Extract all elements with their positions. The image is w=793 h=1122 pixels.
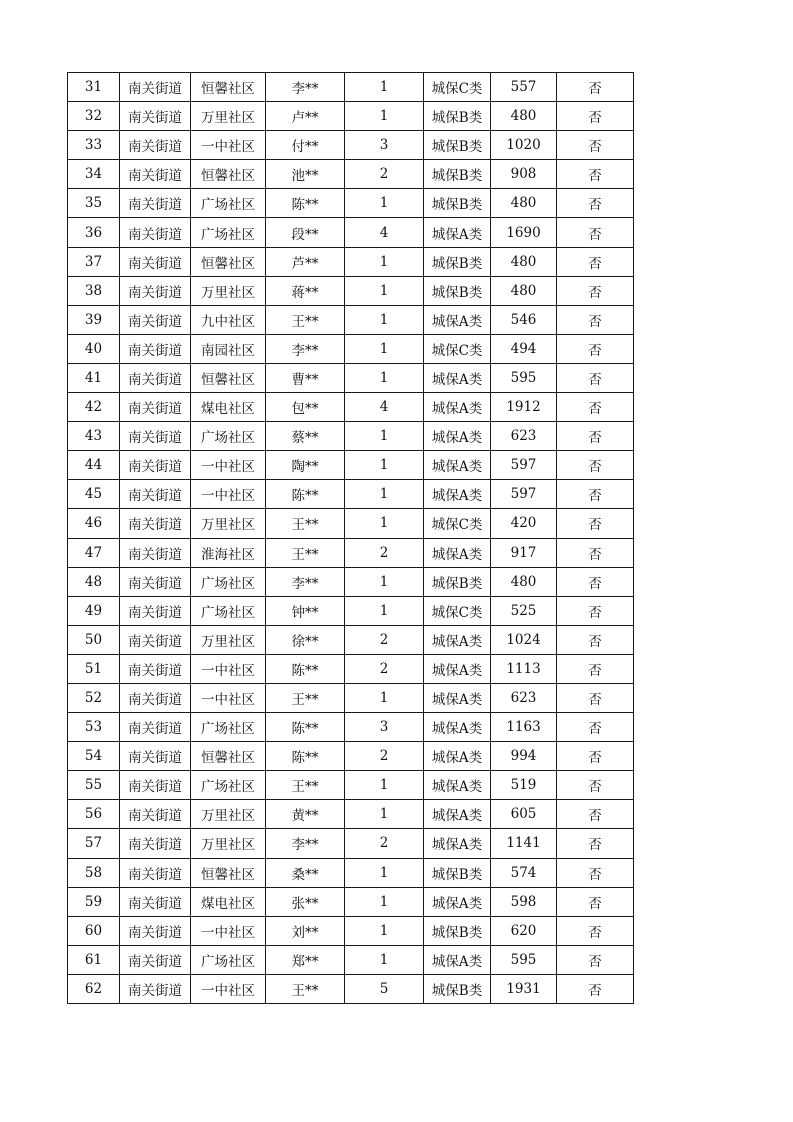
name-cell: 王** xyxy=(266,683,345,712)
name-cell: 徐** xyxy=(266,625,345,654)
community-cell: 一中社区 xyxy=(191,480,266,509)
category-cell: 城保B类 xyxy=(424,131,491,160)
table-body xyxy=(68,73,634,1004)
household-size-cell: 1 xyxy=(345,73,424,102)
name-cell: 陈** xyxy=(266,189,345,218)
category-cell: 城保B类 xyxy=(424,974,491,1003)
street-cell: 南关街道 xyxy=(120,334,191,363)
street-cell: 南关街道 xyxy=(120,625,191,654)
amount-cell: 480 xyxy=(491,567,557,596)
table-row xyxy=(68,945,634,974)
street-cell: 南关街道 xyxy=(120,538,191,567)
street-cell: 南关街道 xyxy=(120,276,191,305)
row-number-cell: 38 xyxy=(68,276,120,305)
amount-cell: 480 xyxy=(491,247,557,276)
table-row xyxy=(68,73,634,102)
table-row xyxy=(68,567,634,596)
community-cell: 一中社区 xyxy=(191,131,266,160)
table-row xyxy=(68,276,634,305)
amount-cell: 1113 xyxy=(491,654,557,683)
table-row xyxy=(68,625,634,654)
street-cell: 南关街道 xyxy=(120,800,191,829)
category-cell: 城保B类 xyxy=(424,858,491,887)
household-size-cell: 1 xyxy=(345,276,424,305)
community-cell: 南园社区 xyxy=(191,334,266,363)
flag-cell: 否 xyxy=(557,945,634,974)
household-size-cell: 1 xyxy=(345,451,424,480)
table-row xyxy=(68,654,634,683)
table-row xyxy=(68,189,634,218)
household-size-cell: 2 xyxy=(345,829,424,858)
community-cell: 广场社区 xyxy=(191,218,266,247)
category-cell: 城保B类 xyxy=(424,189,491,218)
amount-cell: 480 xyxy=(491,276,557,305)
table-row xyxy=(68,800,634,829)
table-row xyxy=(68,160,634,189)
name-cell: 张** xyxy=(266,887,345,916)
amount-cell: 525 xyxy=(491,596,557,625)
amount-cell: 595 xyxy=(491,945,557,974)
street-cell: 南关街道 xyxy=(120,683,191,712)
row-number-cell: 49 xyxy=(68,596,120,625)
community-cell: 恒馨社区 xyxy=(191,160,266,189)
household-size-cell: 2 xyxy=(345,160,424,189)
category-cell: 城保A类 xyxy=(424,218,491,247)
flag-cell: 否 xyxy=(557,567,634,596)
flag-cell: 否 xyxy=(557,334,634,363)
household-size-cell: 1 xyxy=(345,683,424,712)
category-cell: 城保A类 xyxy=(424,742,491,771)
flag-cell: 否 xyxy=(557,538,634,567)
name-cell: 王** xyxy=(266,305,345,334)
table-row xyxy=(68,509,634,538)
household-size-cell: 2 xyxy=(345,538,424,567)
category-cell: 城保A类 xyxy=(424,800,491,829)
street-cell: 南关街道 xyxy=(120,247,191,276)
household-size-cell: 3 xyxy=(345,713,424,742)
flag-cell: 否 xyxy=(557,829,634,858)
flag-cell: 否 xyxy=(557,800,634,829)
name-cell: 段** xyxy=(266,218,345,247)
flag-cell: 否 xyxy=(557,276,634,305)
amount-cell: 623 xyxy=(491,683,557,712)
flag-cell: 否 xyxy=(557,393,634,422)
name-cell: 刘** xyxy=(266,916,345,945)
household-size-cell: 1 xyxy=(345,247,424,276)
name-cell: 王** xyxy=(266,509,345,538)
community-cell: 万里社区 xyxy=(191,625,266,654)
amount-cell: 480 xyxy=(491,189,557,218)
amount-cell: 1931 xyxy=(491,974,557,1003)
row-number-cell: 44 xyxy=(68,451,120,480)
category-cell: 城保A类 xyxy=(424,422,491,451)
row-number-cell: 40 xyxy=(68,334,120,363)
category-cell: 城保B类 xyxy=(424,276,491,305)
street-cell: 南关街道 xyxy=(120,509,191,538)
flag-cell: 否 xyxy=(557,422,634,451)
row-number-cell: 41 xyxy=(68,363,120,392)
household-size-cell: 1 xyxy=(345,800,424,829)
household-size-cell: 1 xyxy=(345,945,424,974)
household-size-cell: 1 xyxy=(345,771,424,800)
community-cell: 恒馨社区 xyxy=(191,363,266,392)
row-number-cell: 50 xyxy=(68,625,120,654)
row-number-cell: 43 xyxy=(68,422,120,451)
name-cell: 李** xyxy=(266,567,345,596)
community-cell: 煤电社区 xyxy=(191,393,266,422)
street-cell: 南关街道 xyxy=(120,422,191,451)
street-cell: 南关街道 xyxy=(120,771,191,800)
community-cell: 恒馨社区 xyxy=(191,858,266,887)
community-cell: 一中社区 xyxy=(191,654,266,683)
household-size-cell: 1 xyxy=(345,480,424,509)
category-cell: 城保A类 xyxy=(424,654,491,683)
flag-cell: 否 xyxy=(557,189,634,218)
street-cell: 南关街道 xyxy=(120,654,191,683)
street-cell: 南关街道 xyxy=(120,73,191,102)
household-size-cell: 1 xyxy=(345,334,424,363)
household-size-cell: 4 xyxy=(345,393,424,422)
table-row xyxy=(68,218,634,247)
household-size-cell: 1 xyxy=(345,567,424,596)
name-cell: 桑** xyxy=(266,858,345,887)
community-cell: 恒馨社区 xyxy=(191,742,266,771)
community-cell: 万里社区 xyxy=(191,800,266,829)
category-cell: 城保A类 xyxy=(424,480,491,509)
street-cell: 南关街道 xyxy=(120,102,191,131)
community-cell: 万里社区 xyxy=(191,829,266,858)
community-cell: 广场社区 xyxy=(191,713,266,742)
row-number-cell: 35 xyxy=(68,189,120,218)
category-cell: 城保C类 xyxy=(424,73,491,102)
table-row xyxy=(68,596,634,625)
community-cell: 一中社区 xyxy=(191,974,266,1003)
amount-cell: 597 xyxy=(491,480,557,509)
street-cell: 南关街道 xyxy=(120,858,191,887)
community-cell: 广场社区 xyxy=(191,189,266,218)
row-number-cell: 48 xyxy=(68,567,120,596)
community-cell: 九中社区 xyxy=(191,305,266,334)
name-cell: 王** xyxy=(266,771,345,800)
table-row xyxy=(68,334,634,363)
amount-cell: 1912 xyxy=(491,393,557,422)
street-cell: 南关街道 xyxy=(120,974,191,1003)
row-number-cell: 33 xyxy=(68,131,120,160)
flag-cell: 否 xyxy=(557,160,634,189)
flag-cell: 否 xyxy=(557,771,634,800)
street-cell: 南关街道 xyxy=(120,916,191,945)
name-cell: 曹** xyxy=(266,363,345,392)
row-number-cell: 51 xyxy=(68,654,120,683)
street-cell: 南关街道 xyxy=(120,713,191,742)
flag-cell: 否 xyxy=(557,363,634,392)
street-cell: 南关街道 xyxy=(120,218,191,247)
table-row xyxy=(68,451,634,480)
category-cell: 城保B类 xyxy=(424,567,491,596)
row-number-cell: 39 xyxy=(68,305,120,334)
flag-cell: 否 xyxy=(557,625,634,654)
row-number-cell: 42 xyxy=(68,393,120,422)
street-cell: 南关街道 xyxy=(120,742,191,771)
table-row xyxy=(68,974,634,1003)
community-cell: 万里社区 xyxy=(191,276,266,305)
flag-cell: 否 xyxy=(557,247,634,276)
table-row xyxy=(68,829,634,858)
flag-cell: 否 xyxy=(557,305,634,334)
category-cell: 城保A类 xyxy=(424,538,491,567)
table-row xyxy=(68,247,634,276)
category-cell: 城保A类 xyxy=(424,945,491,974)
row-number-cell: 36 xyxy=(68,218,120,247)
amount-cell: 597 xyxy=(491,451,557,480)
amount-cell: 623 xyxy=(491,422,557,451)
street-cell: 南关街道 xyxy=(120,131,191,160)
household-size-cell: 2 xyxy=(345,625,424,654)
category-cell: 城保C类 xyxy=(424,509,491,538)
community-cell: 恒馨社区 xyxy=(191,247,266,276)
category-cell: 城保A类 xyxy=(424,887,491,916)
table-row xyxy=(68,422,634,451)
table-row xyxy=(68,538,634,567)
amount-cell: 1024 xyxy=(491,625,557,654)
category-cell: 城保A类 xyxy=(424,771,491,800)
table-row xyxy=(68,393,634,422)
street-cell: 南关街道 xyxy=(120,596,191,625)
amount-cell: 420 xyxy=(491,509,557,538)
flag-cell: 否 xyxy=(557,713,634,742)
flag-cell: 否 xyxy=(557,683,634,712)
data-table xyxy=(67,72,634,1004)
name-cell: 李** xyxy=(266,334,345,363)
community-cell: 一中社区 xyxy=(191,451,266,480)
amount-cell: 574 xyxy=(491,858,557,887)
amount-cell: 1141 xyxy=(491,829,557,858)
name-cell: 郑** xyxy=(266,945,345,974)
name-cell: 黄** xyxy=(266,800,345,829)
community-cell: 淮海社区 xyxy=(191,538,266,567)
name-cell: 王** xyxy=(266,974,345,1003)
household-size-cell: 3 xyxy=(345,131,424,160)
table-row xyxy=(68,480,634,509)
amount-cell: 620 xyxy=(491,916,557,945)
street-cell: 南关街道 xyxy=(120,189,191,218)
row-number-cell: 52 xyxy=(68,683,120,712)
flag-cell: 否 xyxy=(557,916,634,945)
category-cell: 城保B类 xyxy=(424,160,491,189)
category-cell: 城保A类 xyxy=(424,829,491,858)
household-size-cell: 2 xyxy=(345,742,424,771)
flag-cell: 否 xyxy=(557,974,634,1003)
name-cell: 陈** xyxy=(266,480,345,509)
street-cell: 南关街道 xyxy=(120,945,191,974)
table-row xyxy=(68,683,634,712)
row-number-cell: 58 xyxy=(68,858,120,887)
amount-cell: 480 xyxy=(491,102,557,131)
household-size-cell: 1 xyxy=(345,363,424,392)
amount-cell: 546 xyxy=(491,305,557,334)
community-cell: 广场社区 xyxy=(191,771,266,800)
category-cell: 城保B类 xyxy=(424,247,491,276)
street-cell: 南关街道 xyxy=(120,480,191,509)
row-number-cell: 53 xyxy=(68,713,120,742)
row-number-cell: 37 xyxy=(68,247,120,276)
category-cell: 城保B类 xyxy=(424,916,491,945)
name-cell: 包** xyxy=(266,393,345,422)
category-cell: 城保B类 xyxy=(424,102,491,131)
street-cell: 南关街道 xyxy=(120,393,191,422)
table-row xyxy=(68,131,634,160)
category-cell: 城保A类 xyxy=(424,305,491,334)
household-size-cell: 1 xyxy=(345,102,424,131)
community-cell: 广场社区 xyxy=(191,596,266,625)
amount-cell: 1163 xyxy=(491,713,557,742)
row-number-cell: 47 xyxy=(68,538,120,567)
category-cell: 城保A类 xyxy=(424,625,491,654)
category-cell: 城保A类 xyxy=(424,713,491,742)
name-cell: 池** xyxy=(266,160,345,189)
household-size-cell: 1 xyxy=(345,887,424,916)
row-number-cell: 54 xyxy=(68,742,120,771)
row-number-cell: 61 xyxy=(68,945,120,974)
street-cell: 南关街道 xyxy=(120,829,191,858)
flag-cell: 否 xyxy=(557,131,634,160)
flag-cell: 否 xyxy=(557,218,634,247)
name-cell: 李** xyxy=(266,829,345,858)
row-number-cell: 34 xyxy=(68,160,120,189)
flag-cell: 否 xyxy=(557,742,634,771)
amount-cell: 1020 xyxy=(491,131,557,160)
amount-cell: 994 xyxy=(491,742,557,771)
row-number-cell: 55 xyxy=(68,771,120,800)
flag-cell: 否 xyxy=(557,480,634,509)
name-cell: 王** xyxy=(266,538,345,567)
name-cell: 陈** xyxy=(266,654,345,683)
street-cell: 南关街道 xyxy=(120,363,191,392)
household-size-cell: 1 xyxy=(345,916,424,945)
table-row xyxy=(68,713,634,742)
amount-cell: 1690 xyxy=(491,218,557,247)
flag-cell: 否 xyxy=(557,654,634,683)
flag-cell: 否 xyxy=(557,73,634,102)
community-cell: 万里社区 xyxy=(191,509,266,538)
amount-cell: 917 xyxy=(491,538,557,567)
row-number-cell: 32 xyxy=(68,102,120,131)
name-cell: 李** xyxy=(266,73,345,102)
category-cell: 城保A类 xyxy=(424,393,491,422)
flag-cell: 否 xyxy=(557,887,634,916)
name-cell: 卢** xyxy=(266,102,345,131)
amount-cell: 494 xyxy=(491,334,557,363)
row-number-cell: 59 xyxy=(68,887,120,916)
community-cell: 广场社区 xyxy=(191,422,266,451)
row-number-cell: 57 xyxy=(68,829,120,858)
household-size-cell: 1 xyxy=(345,305,424,334)
row-number-cell: 56 xyxy=(68,800,120,829)
row-number-cell: 45 xyxy=(68,480,120,509)
household-size-cell: 4 xyxy=(345,218,424,247)
name-cell: 陈** xyxy=(266,713,345,742)
community-cell: 煤电社区 xyxy=(191,887,266,916)
household-size-cell: 1 xyxy=(345,509,424,538)
street-cell: 南关街道 xyxy=(120,160,191,189)
name-cell: 钟** xyxy=(266,596,345,625)
amount-cell: 908 xyxy=(491,160,557,189)
street-cell: 南关街道 xyxy=(120,305,191,334)
amount-cell: 605 xyxy=(491,800,557,829)
community-cell: 一中社区 xyxy=(191,916,266,945)
amount-cell: 595 xyxy=(491,363,557,392)
household-size-cell: 1 xyxy=(345,596,424,625)
community-cell: 万里社区 xyxy=(191,102,266,131)
flag-cell: 否 xyxy=(557,596,634,625)
name-cell: 陶** xyxy=(266,451,345,480)
name-cell: 陈** xyxy=(266,742,345,771)
amount-cell: 598 xyxy=(491,887,557,916)
table-row xyxy=(68,916,634,945)
community-cell: 恒馨社区 xyxy=(191,73,266,102)
name-cell: 蒋** xyxy=(266,276,345,305)
street-cell: 南关街道 xyxy=(120,567,191,596)
row-number-cell: 31 xyxy=(68,73,120,102)
household-size-cell: 1 xyxy=(345,189,424,218)
flag-cell: 否 xyxy=(557,102,634,131)
table-row xyxy=(68,305,634,334)
row-number-cell: 46 xyxy=(68,509,120,538)
household-size-cell: 1 xyxy=(345,858,424,887)
community-cell: 广场社区 xyxy=(191,945,266,974)
flag-cell: 否 xyxy=(557,858,634,887)
name-cell: 蔡** xyxy=(266,422,345,451)
household-size-cell: 2 xyxy=(345,654,424,683)
amount-cell: 557 xyxy=(491,73,557,102)
amount-cell: 519 xyxy=(491,771,557,800)
name-cell: 芦** xyxy=(266,247,345,276)
category-cell: 城保A类 xyxy=(424,451,491,480)
category-cell: 城保A类 xyxy=(424,363,491,392)
table-row xyxy=(68,858,634,887)
household-size-cell: 1 xyxy=(345,422,424,451)
table-row xyxy=(68,887,634,916)
table-row xyxy=(68,102,634,131)
flag-cell: 否 xyxy=(557,509,634,538)
row-number-cell: 60 xyxy=(68,916,120,945)
category-cell: 城保C类 xyxy=(424,596,491,625)
street-cell: 南关街道 xyxy=(120,451,191,480)
street-cell: 南关街道 xyxy=(120,887,191,916)
household-size-cell: 5 xyxy=(345,974,424,1003)
category-cell: 城保A类 xyxy=(424,683,491,712)
name-cell: 付** xyxy=(266,131,345,160)
category-cell: 城保C类 xyxy=(424,334,491,363)
table-row xyxy=(68,363,634,392)
community-cell: 一中社区 xyxy=(191,683,266,712)
row-number-cell: 62 xyxy=(68,974,120,1003)
flag-cell: 否 xyxy=(557,451,634,480)
table-row xyxy=(68,742,634,771)
table-row xyxy=(68,771,634,800)
community-cell: 广场社区 xyxy=(191,567,266,596)
